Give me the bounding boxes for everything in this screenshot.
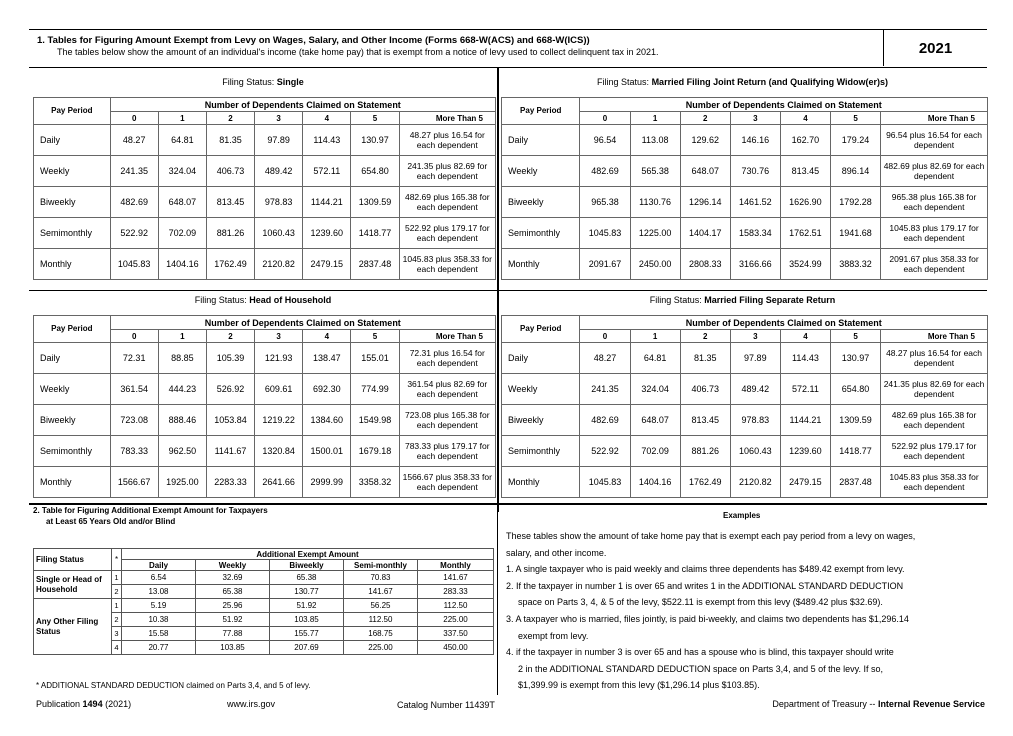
dependents-col-header: 4	[303, 112, 351, 125]
table-row	[34, 187, 496, 218]
dependents-col-header: 2	[206, 330, 254, 343]
pay-period-cell: Weekly	[34, 374, 111, 405]
deduction-count-cell: 1	[112, 599, 122, 613]
pay-period-cell: Daily	[34, 343, 111, 374]
row-divider	[29, 290, 987, 291]
exempt-amount-cell: 121.93	[255, 343, 303, 374]
exempt-amount-cell: 565.38	[630, 156, 680, 187]
exempt-amount-cell: 1792.28	[830, 187, 880, 218]
dependents-col-header: 1	[158, 112, 206, 125]
exempt-amount-cell: 162.70	[780, 125, 830, 156]
exempt-amount-cell: 2479.15	[303, 249, 351, 280]
exempt-amount-cell: 572.11	[303, 156, 351, 187]
more-than-5-cell: 482.69 plus 165.38 for each dependent	[881, 405, 988, 436]
additional-amount-cell: 25.96	[196, 599, 270, 613]
exempt-amount-cell: 155.01	[351, 343, 399, 374]
additional-amount-cell: 65.38	[196, 585, 270, 599]
exempt-amount-cell: 2283.33	[206, 467, 254, 498]
exempt-amount-cell: 324.04	[158, 156, 206, 187]
additional-amount-cell: 283.33	[418, 585, 494, 599]
additional-title-line1: 2. Table for Figuring Additional Exempt Amount for Taxpayers	[33, 506, 268, 515]
exempt-amount-cell: 702.09	[630, 436, 680, 467]
filing-status-title-separate: Filing Status: Married Filing Separate Return	[649, 295, 836, 305]
exempt-amount-cell: 813.45	[206, 187, 254, 218]
additional-amount-cell: 6.54	[122, 571, 196, 585]
additional-amount-cell: 13.08	[122, 585, 196, 599]
exempt-amount-cell: 130.97	[830, 343, 880, 374]
additional-amount-cell: 112.50	[344, 613, 418, 627]
exempt-amount-cell: 2120.82	[730, 467, 780, 498]
pay-period-cell: Semimonthly	[502, 436, 580, 467]
table-row	[34, 249, 496, 280]
additional-amount-cell: 56.25	[344, 599, 418, 613]
more-than-5-cell: 1566.67 plus 358.33 for each dependent	[399, 467, 495, 498]
exempt-amount-cell: 406.73	[680, 374, 730, 405]
exempt-amount-cell: 361.54	[110, 374, 158, 405]
exempt-amount-cell: 1762.51	[780, 218, 830, 249]
pay-period-cell: Daily	[502, 343, 580, 374]
table-row	[502, 343, 988, 374]
exempt-amount-cell: 1418.77	[830, 436, 880, 467]
exempt-amount-cell: 2837.48	[830, 467, 880, 498]
exempt-amount-cell: 1225.00	[630, 218, 680, 249]
example-line: 4. if the taxpayer in number 3 is over 65 and has a spouse who is blind, this taxpayer should write	[506, 647, 894, 658]
exempt-amount-cell: 97.89	[255, 125, 303, 156]
example-line: salary, and other income.	[506, 547, 607, 558]
pay-period-cell: Semimonthly	[34, 436, 111, 467]
dependents-header: Number of Dependents Claimed on Statement	[580, 98, 988, 112]
example-line: space on Parts 3, 4, & 5 of the levy, $522.11 is exempt from this levy ($489.42 plus $32.69).	[518, 597, 883, 608]
section-header	[29, 29, 987, 68]
table-row	[502, 374, 988, 405]
dependents-col-header: 5	[830, 330, 880, 343]
exempt-amount-cell: 702.09	[158, 218, 206, 249]
exempt-amount-cell: 138.47	[303, 343, 351, 374]
additional-amount-cell: 112.50	[418, 599, 494, 613]
examples-body	[506, 528, 991, 694]
example-line: 1. A single taxpayer who is paid weekly and claims three dependents has $489.42 exempt from levy.	[506, 564, 905, 575]
exempt-amount-cell: 1461.52	[730, 187, 780, 218]
exempt-amount-cell: 962.50	[158, 436, 206, 467]
exempt-amount-cell: 482.69	[580, 156, 630, 187]
exempt-amount-cell: 1130.76	[630, 187, 680, 218]
pay-period-cell: Semimonthly	[34, 218, 111, 249]
star-header: *	[112, 549, 122, 571]
additional-amount-cell: 103.85	[270, 613, 344, 627]
additional-amount-cell: 141.67	[344, 585, 418, 599]
exempt-amount-cell: 813.45	[680, 405, 730, 436]
exempt-amount-cell: 1679.18	[351, 436, 399, 467]
additional-amount-cell: 168.75	[344, 627, 418, 641]
pay-period-cell: Biweekly	[502, 405, 580, 436]
additional-amount-cell: 65.38	[270, 571, 344, 585]
examples-title: Examples	[723, 511, 761, 520]
additional-amount-cell: 337.50	[418, 627, 494, 641]
exempt-amount-cell: 723.08	[110, 405, 158, 436]
exempt-amount-cell: 48.27	[580, 343, 630, 374]
pay-period-cell: Weekly	[502, 374, 580, 405]
exempt-amount-cell: 114.43	[303, 125, 351, 156]
pay-period-cell: Weekly	[502, 156, 580, 187]
example-line: These tables show the amount of take home pay that is exempt each pay period from a levy on wages,	[506, 531, 916, 541]
pay-period-cell: Daily	[502, 125, 580, 156]
dependents-col-header: 2	[206, 112, 254, 125]
exempt-amount-cell: 1219.22	[255, 405, 303, 436]
deduction-count-cell: 1	[112, 571, 122, 585]
filing-status-title-hoh: Filing Status: Head of Household	[194, 295, 332, 305]
table-row	[34, 467, 496, 498]
dependents-col-header: 0	[110, 330, 158, 343]
pay-period-cell: Monthly	[502, 467, 580, 498]
pay-period-cell: Monthly	[34, 249, 111, 280]
exempt-amount-cell: 406.73	[206, 156, 254, 187]
footnote: * ADDITIONAL STANDARD DEDUCTION claimed on Parts 3,4, and 5 of levy.	[36, 681, 311, 690]
more-than-5-cell: 965.38 plus 165.38 for each dependent	[881, 187, 988, 218]
exempt-amount-cell: 2641.66	[255, 467, 303, 498]
filing-status-title-single: Filing Status: Single	[222, 77, 304, 87]
exempt-amount-cell: 96.54	[580, 125, 630, 156]
additional-amount-cell: 51.92	[196, 613, 270, 627]
more-than-5-cell: 522.92 plus 179.17 for each dependent	[399, 218, 495, 249]
additional-row	[34, 571, 494, 585]
exempt-amount-cell: 1762.49	[680, 467, 730, 498]
pay-period-cell: Weekly	[34, 156, 111, 187]
more-than-5-cell: 241.35 plus 82.69 for each dependent	[399, 156, 495, 187]
additional-amount-cell: 225.00	[344, 641, 418, 655]
exempt-amount-cell: 72.31	[110, 343, 158, 374]
table-row	[34, 374, 496, 405]
exempt-amount-cell: 3883.32	[830, 249, 880, 280]
dependents-col-header: 0	[110, 112, 158, 125]
dependents-col-header: 4	[303, 330, 351, 343]
exempt-amount-cell: 97.89	[730, 343, 780, 374]
exempt-amount-cell: 113.08	[630, 125, 680, 156]
dependents-col-header: 0	[580, 330, 630, 343]
additional-amount-cell: 77.88	[196, 627, 270, 641]
filing-status-group-label: Single or Head of Household	[34, 571, 112, 599]
exempt-amount-cell: 881.26	[680, 436, 730, 467]
exempt-amount-cell: 1239.60	[780, 436, 830, 467]
dependents-col-header: 5	[830, 112, 880, 125]
exempt-amount-cell: 2808.33	[680, 249, 730, 280]
deduction-count-cell: 2	[112, 613, 122, 627]
exempt-amount-cell: 2450.00	[630, 249, 680, 280]
dependents-col-header: 3	[255, 330, 303, 343]
additional-amount-cell: 103.85	[196, 641, 270, 655]
exempt-amount-cell: 648.07	[158, 187, 206, 218]
table-row	[502, 218, 988, 249]
exempt-amount-cell: 1941.68	[830, 218, 880, 249]
exempt-amount-cell: 1583.34	[730, 218, 780, 249]
pay-period-header: Pay Period	[502, 98, 580, 125]
exempt-amount-cell: 609.61	[255, 374, 303, 405]
exempt-amount-cell: 482.69	[110, 187, 158, 218]
exempt-amount-cell: 1500.01	[303, 436, 351, 467]
exempt-amount-cell: 2479.15	[780, 467, 830, 498]
dependents-col-header: 1	[630, 330, 680, 343]
exempt-amount-cell: 1320.84	[255, 436, 303, 467]
dependents-col-header: 5	[351, 330, 399, 343]
levy-table-joint	[501, 97, 988, 280]
exempt-amount-cell: 1762.49	[206, 249, 254, 280]
exempt-amount-cell: 489.42	[730, 374, 780, 405]
example-line: 3. A taxpayer who is married, files jointly, is paid bi-weekly, and claims two dependents has $1,296.14	[506, 613, 909, 624]
catalog-number: Catalog Number 11439T	[397, 700, 495, 710]
exempt-amount-cell: 522.92	[580, 436, 630, 467]
deduction-count-cell: 3	[112, 627, 122, 641]
pay-period-cell: Biweekly	[34, 187, 111, 218]
deduction-count-cell: 4	[112, 641, 122, 655]
dependents-header: Number of Dependents Claimed on Statement	[110, 316, 495, 330]
section-title: 1. Tables for Figuring Amount Exempt from Levy on Wages, Salary, and Other Income (Forms 668-W(ACS) and 668-W(ICS))	[37, 35, 590, 46]
section-subtitle: The tables below show the amount of an individual's income (take home pay) that is exempt from a notice of levy used to collect delinquent tax in 2021.	[57, 47, 659, 57]
dependents-col-header: 0	[580, 112, 630, 125]
table-row	[34, 156, 496, 187]
exempt-amount-cell: 1925.00	[158, 467, 206, 498]
exempt-amount-cell: 1418.77	[351, 218, 399, 249]
exempt-amount-cell: 81.35	[206, 125, 254, 156]
exempt-amount-cell: 648.07	[630, 405, 680, 436]
pay-period-header: Pay Period	[34, 98, 111, 125]
more-than-5-cell: 1045.83 plus 358.33 for each dependent	[881, 467, 988, 498]
table-row	[34, 125, 496, 156]
table-row	[34, 436, 496, 467]
dependents-col-header: 4	[780, 330, 830, 343]
exempt-amount-cell: 978.83	[255, 187, 303, 218]
exempt-amount-cell: 64.81	[158, 125, 206, 156]
exempt-amount-cell: 81.35	[680, 343, 730, 374]
more-than-5-cell: 72.31 plus 16.54 for each dependent	[399, 343, 495, 374]
exempt-amount-cell: 3166.66	[730, 249, 780, 280]
pay-period-header: Pay Period	[34, 316, 111, 343]
exempt-amount-cell: 2999.99	[303, 467, 351, 498]
exempt-amount-cell: 1309.59	[830, 405, 880, 436]
exempt-amount-cell: 482.69	[580, 405, 630, 436]
exempt-amount-cell: 1404.17	[680, 218, 730, 249]
dependents-col-header: More Than 5	[881, 330, 988, 343]
exempt-amount-cell: 813.45	[780, 156, 830, 187]
exempt-amount-cell: 526.92	[206, 374, 254, 405]
more-than-5-cell: 48.27 plus 16.54 for each dependent	[881, 343, 988, 374]
exempt-amount-cell: 130.97	[351, 125, 399, 156]
dependents-col-header: 2	[680, 330, 730, 343]
filing-status-title-joint: Filing Status: Married Filing Joint Return (and Qualifying Widow(er)s)	[597, 77, 888, 87]
exempt-amount-cell: 64.81	[630, 343, 680, 374]
exempt-amount-cell: 1404.16	[158, 249, 206, 280]
col-semimonthly: Semi-monthly	[344, 560, 418, 571]
col-daily: Daily	[122, 560, 196, 571]
pay-period-cell: Biweekly	[502, 187, 580, 218]
exempt-amount-cell: 1239.60	[303, 218, 351, 249]
table-row	[502, 405, 988, 436]
more-than-5-cell: 783.33 plus 179.17 for each dependent	[399, 436, 495, 467]
dependents-col-header: 4	[780, 112, 830, 125]
column-divider-lower	[497, 512, 498, 695]
exempt-amount-cell: 888.46	[158, 405, 206, 436]
table-row	[34, 218, 496, 249]
exempt-amount-cell: 1549.98	[351, 405, 399, 436]
pay-period-cell: Monthly	[502, 249, 580, 280]
col-weekly: Weekly	[196, 560, 270, 571]
exempt-amount-cell: 692.30	[303, 374, 351, 405]
dependents-col-header: 3	[255, 112, 303, 125]
example-line: exempt from levy.	[518, 630, 589, 641]
additional-amount-cell: 51.92	[270, 599, 344, 613]
additional-amount-cell: 15.58	[122, 627, 196, 641]
dependents-header: Number of Dependents Claimed on Statement	[110, 98, 495, 112]
additional-amount-cell: 207.69	[270, 641, 344, 655]
exempt-amount-cell: 978.83	[730, 405, 780, 436]
exempt-amount-cell: 774.99	[351, 374, 399, 405]
exempt-amount-cell: 654.80	[830, 374, 880, 405]
more-than-5-cell: 482.69 plus 165.38 for each dependent	[399, 187, 495, 218]
exempt-amount-cell: 105.39	[206, 343, 254, 374]
table-row	[34, 405, 496, 436]
additional-amount-header: Additional Exempt Amount	[122, 549, 494, 560]
additional-amount-cell: 20.77	[122, 641, 196, 655]
exempt-amount-cell: 965.38	[580, 187, 630, 218]
website-link: www.irs.gov	[227, 699, 276, 709]
more-than-5-cell: 48.27 plus 16.54 for each dependent	[399, 125, 495, 156]
exempt-amount-cell: 444.23	[158, 374, 206, 405]
exempt-amount-cell: 241.35	[580, 374, 630, 405]
more-than-5-cell: 1045.83 plus 179.17 for each dependent	[881, 218, 988, 249]
pay-period-cell: Monthly	[34, 467, 111, 498]
exempt-amount-cell: 730.76	[730, 156, 780, 187]
pay-period-cell: Semimonthly	[502, 218, 580, 249]
dependents-col-header: 1	[630, 112, 680, 125]
exempt-amount-cell: 1384.60	[303, 405, 351, 436]
dependents-header: Number of Dependents Claimed on Statement	[580, 316, 988, 330]
exempt-amount-cell: 1060.43	[730, 436, 780, 467]
col-monthly: Monthly	[418, 560, 494, 571]
exempt-amount-cell: 1045.83	[580, 467, 630, 498]
additional-amount-cell: 32.69	[196, 571, 270, 585]
exempt-amount-cell: 783.33	[110, 436, 158, 467]
pay-period-cell: Daily	[34, 125, 111, 156]
additional-table-title	[33, 505, 268, 527]
more-than-5-cell: 241.35 plus 82.69 for each dependent	[881, 374, 988, 405]
pay-period-cell: Biweekly	[34, 405, 111, 436]
exempt-amount-cell: 1309.59	[351, 187, 399, 218]
table-row	[34, 343, 496, 374]
exempt-amount-cell: 1626.90	[780, 187, 830, 218]
exempt-amount-cell: 1045.83	[580, 218, 630, 249]
additional-amount-cell: 225.00	[418, 613, 494, 627]
more-than-5-cell: 2091.67 plus 358.33 for each dependent	[881, 249, 988, 280]
levy-table-separate	[501, 315, 988, 498]
exempt-amount-cell: 1053.84	[206, 405, 254, 436]
exempt-amount-cell: 2120.82	[255, 249, 303, 280]
additional-amount-cell: 10.38	[122, 613, 196, 627]
exempt-amount-cell: 324.04	[630, 374, 680, 405]
exempt-amount-cell: 1060.43	[255, 218, 303, 249]
exempt-amount-cell: 129.62	[680, 125, 730, 156]
department-label: Department of Treasury -- Internal Revenue Service	[772, 699, 985, 709]
more-than-5-cell: 96.54 plus 16.54 for each dependent	[881, 125, 988, 156]
exempt-amount-cell: 896.14	[830, 156, 880, 187]
exempt-amount-cell: 48.27	[110, 125, 158, 156]
exempt-amount-cell: 146.16	[730, 125, 780, 156]
example-line: 2 in the ADDITIONAL STANDARD DEDUCTION space on Parts 3,4, and 5 of the levy. If so,	[518, 663, 883, 674]
exempt-amount-cell: 88.85	[158, 343, 206, 374]
exempt-amount-cell: 2837.48	[351, 249, 399, 280]
exempt-amount-cell: 114.43	[780, 343, 830, 374]
example-line: $1,399.99 is exempt from this levy ($1,296.14 plus $103.85).	[518, 680, 760, 691]
additional-row	[34, 599, 494, 613]
table-row	[502, 156, 988, 187]
more-than-5-cell: 522.92 plus 179.17 for each dependent	[881, 436, 988, 467]
example-line: 2. If the taxpayer in number 1 is over 65 and writes 1 in the ADDITIONAL STANDARD DEDUCTION	[506, 580, 904, 591]
dependents-col-header: More Than 5	[399, 330, 495, 343]
exempt-amount-cell: 179.24	[830, 125, 880, 156]
additional-amount-cell: 450.00	[418, 641, 494, 655]
dependents-col-header: 1	[158, 330, 206, 343]
additional-amount-cell: 5.19	[122, 599, 196, 613]
col-biweekly: Biweekly	[270, 560, 344, 571]
exempt-amount-cell: 1144.21	[780, 405, 830, 436]
pay-period-header: Pay Period	[502, 316, 580, 343]
table-row	[502, 467, 988, 498]
exempt-amount-cell: 522.92	[110, 218, 158, 249]
dependents-col-header: 3	[730, 330, 780, 343]
exempt-amount-cell: 1566.67	[110, 467, 158, 498]
dependents-col-header: 3	[730, 112, 780, 125]
additional-exempt-table	[33, 548, 494, 655]
exempt-amount-cell: 881.26	[206, 218, 254, 249]
exempt-amount-cell: 241.35	[110, 156, 158, 187]
additional-amount-cell: 155.77	[270, 627, 344, 641]
publication-label: Publication 1494 (2021)	[36, 699, 132, 709]
additional-amount-cell: 70.83	[344, 571, 418, 585]
filing-status-group-label: Any Other Filing Status	[34, 599, 112, 655]
dependents-col-header: 5	[351, 112, 399, 125]
more-than-5-cell: 482.69 plus 82.69 for each dependent	[881, 156, 988, 187]
exempt-amount-cell: 1045.83	[110, 249, 158, 280]
more-than-5-cell: 1045.83 plus 358.33 for each dependent	[399, 249, 495, 280]
dependents-col-header: More Than 5	[399, 112, 495, 125]
additional-title-line2: at Least 65 Years Old and/or Blind	[46, 517, 176, 526]
exempt-amount-cell: 654.80	[351, 156, 399, 187]
levy-table-single	[33, 97, 496, 280]
dependents-col-header: More Than 5	[881, 112, 988, 125]
exempt-amount-cell: 1404.16	[630, 467, 680, 498]
dependents-col-header: 2	[680, 112, 730, 125]
exempt-amount-cell: 1141.67	[206, 436, 254, 467]
filing-status-header: Filing Status	[34, 549, 112, 571]
table-row	[502, 187, 988, 218]
levy-table-hoh	[33, 315, 496, 498]
additional-amount-cell: 130.77	[270, 585, 344, 599]
exempt-amount-cell: 3524.99	[780, 249, 830, 280]
exempt-amount-cell: 2091.67	[580, 249, 630, 280]
more-than-5-cell: 361.54 plus 82.69 for each dependent	[399, 374, 495, 405]
deduction-count-cell: 2	[112, 585, 122, 599]
table-row	[502, 125, 988, 156]
table-row	[502, 249, 988, 280]
exempt-amount-cell: 572.11	[780, 374, 830, 405]
more-than-5-cell: 723.08 plus 165.38 for each dependent	[399, 405, 495, 436]
table-row	[502, 436, 988, 467]
exempt-amount-cell: 3358.32	[351, 467, 399, 498]
tax-year: 2021	[883, 30, 987, 66]
exempt-amount-cell: 1144.21	[303, 187, 351, 218]
exempt-amount-cell: 1296.14	[680, 187, 730, 218]
additional-amount-cell: 141.67	[418, 571, 494, 585]
exempt-amount-cell: 648.07	[680, 156, 730, 187]
exempt-amount-cell: 489.42	[255, 156, 303, 187]
